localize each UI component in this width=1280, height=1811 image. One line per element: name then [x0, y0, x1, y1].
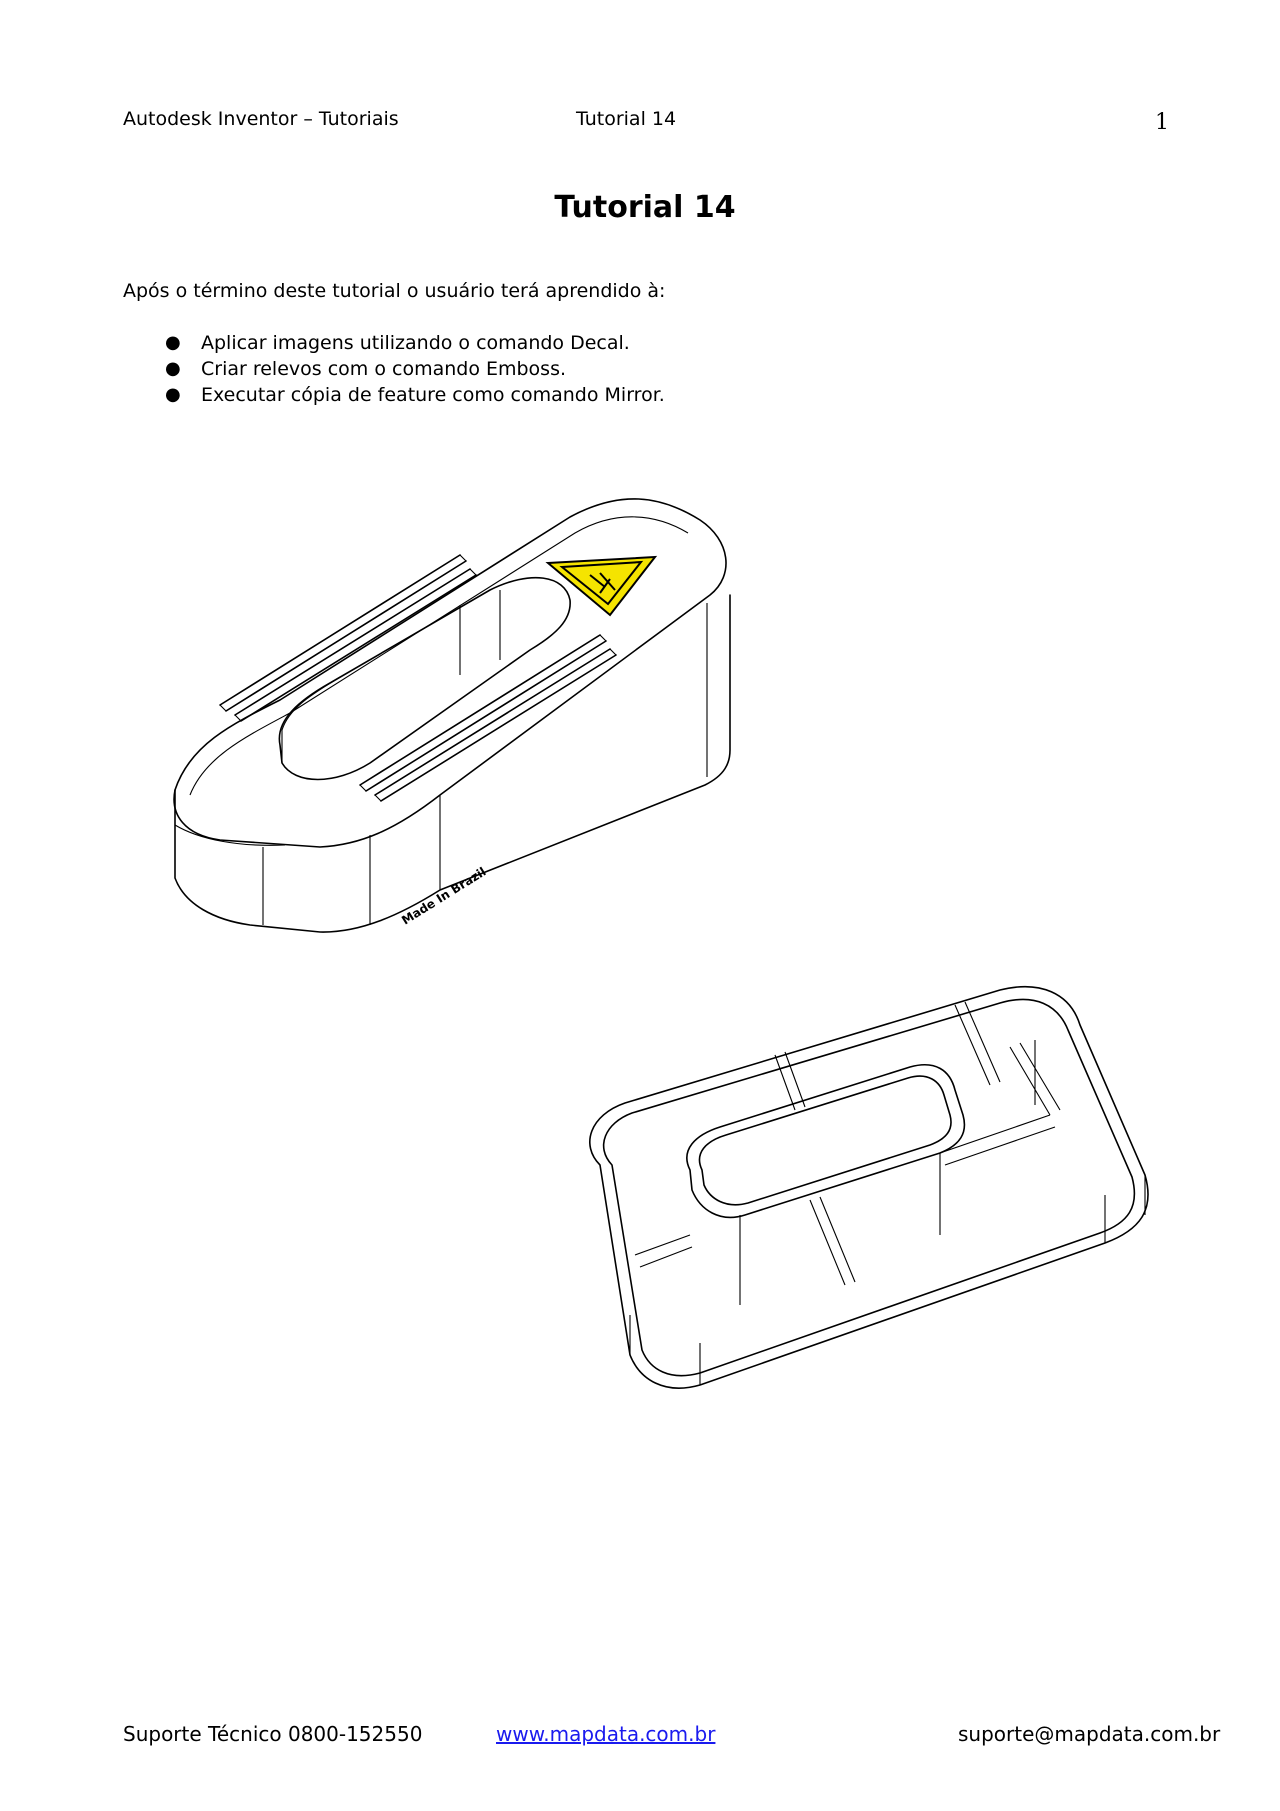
footer-support: Suporte Técnico 0800-152550 [123, 1722, 423, 1746]
list-item [123, 382, 665, 408]
bullet-icon: ● [165, 358, 181, 379]
rib-lower-1 [360, 635, 600, 785]
rib-lower-cap [360, 635, 616, 801]
header-tutorial-label: Tutorial 14 [576, 108, 677, 130]
list-item [123, 356, 665, 382]
rib-upper-4 [241, 575, 476, 721]
rib-upper-2 [226, 561, 466, 711]
top-part-drawing [160, 495, 750, 965]
rib-upper-cap [220, 555, 476, 721]
objectives-list [123, 330, 665, 408]
divider-right [940, 1115, 1055, 1165]
warning-decal-icon [548, 557, 655, 615]
embossed-text: Made In Brazil [399, 864, 489, 928]
rib-upper-1 [220, 555, 460, 705]
intro-text: Após o término deste tutorial o usuário terá aprendido à: [123, 280, 666, 302]
bullet-icon: ● [165, 332, 181, 353]
outer-rim [590, 987, 1148, 1388]
inner-pocket [687, 1065, 965, 1218]
footer-website-link[interactable]: www.mapdata.com.br [496, 1722, 716, 1746]
front-top-edge [175, 825, 285, 845]
page-title: Tutorial 14 [554, 190, 736, 225]
page-number: 1 [1155, 110, 1169, 135]
top-face-outline [174, 499, 726, 847]
objective-text: Criar relevos com o comando Emboss. [201, 358, 567, 380]
rib-lower-4 [381, 655, 616, 801]
rib-lower-2 [366, 641, 606, 791]
divider-bottom [810, 1197, 855, 1285]
base-front [630, 1175, 1145, 1385]
bottom-part-drawing [580, 985, 1160, 1405]
outer-rim-inner [604, 999, 1135, 1375]
objective-text: Executar cópia de feature como comando Mirror. [201, 384, 665, 406]
header-title: Autodesk Inventor – Tutoriais [123, 108, 399, 130]
rib-upper-3 [235, 569, 470, 715]
inner-pocket-inset [699, 1076, 951, 1205]
divider-left [635, 1235, 692, 1267]
list-item [123, 330, 665, 356]
objective-text: Aplicar imagens utilizando o comando Decal. [201, 332, 630, 354]
rib-lower-3 [375, 649, 610, 795]
footer-email: suporte@mapdata.com.br [958, 1722, 1221, 1746]
bullet-icon: ● [165, 384, 181, 405]
